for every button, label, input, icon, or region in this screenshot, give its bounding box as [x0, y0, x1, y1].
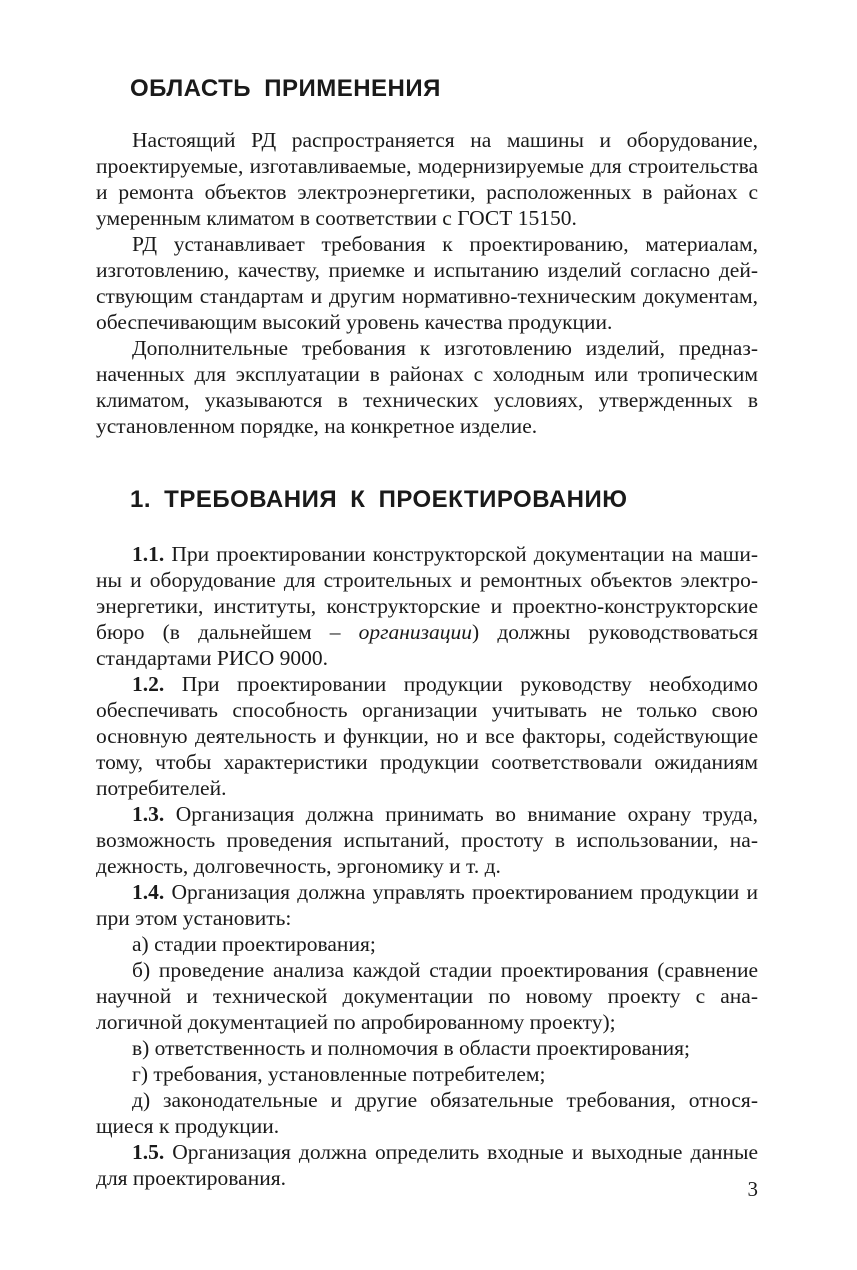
clause-text: Организация должна управлять проектированием продукции и при этом установить:: [96, 880, 758, 930]
clause-1-4-item-a: а) стадии проектирования;: [132, 932, 376, 956]
clause-1-4-item-v: в) ответственность и полномочия в области проектирования;: [132, 1036, 690, 1060]
clause-number: 1.3.: [132, 802, 165, 826]
clause-1-4: [96, 879, 758, 931]
clause-text: При проектировании продукции руководству необходимо обеспечивать способность организации учитывать не только свою основную деятельность и функции, но и все факторы, содействующие тому, чтобы характеристики продукции соответствовали ожиданиям потребителей.: [96, 672, 758, 800]
clause-number: 1.2.: [132, 672, 165, 696]
page-number: 3: [747, 1177, 758, 1201]
clause-text: Организация должна принимать во внимание охрану труда, возможность проведения испытаний, простоту в использовании, надежность, долговечность, эргономику и т. д.: [96, 802, 758, 878]
clause-number: 1.4.: [132, 880, 165, 904]
clause-number: 1.1.: [132, 542, 165, 566]
clause-1-4-item-d: д) законодательные и другие обязательные требования, относящиеся к продукции.: [96, 1088, 758, 1138]
scope-heading: ОБЛАСТЬ ПРИМЕНЕНИЯ: [130, 75, 441, 102]
clause-text-end: ) должны руководствоваться стандартами РИСО 9000.: [96, 620, 758, 670]
design-requirements-body: [96, 541, 758, 1191]
clause-number: 1.5.: [132, 1140, 165, 1164]
scope-paragraph-2: РД устанавливает требования к проектированию, материалам, изготовлению, качеству, приемке и испытанию изделий согласно действующим стандартам и другим нормативно-техническим документам, обеспечивающим высокий уровень качества продукции.: [96, 232, 758, 334]
document-page: [96, 0, 758, 1270]
clause-1-2: [96, 671, 758, 801]
clause-1-5: [96, 1139, 758, 1191]
clause-1-1: [96, 541, 758, 671]
clause-1-4-item-g: г) требования, установленные потребителем;: [132, 1062, 546, 1086]
scope-paragraph-3: Дополнительные требования к изготовлению изделий, предназначенных для эксплуатации в районах с холодным или тропическим климатом, указываются в технических условиях, утвержденных в установленном порядке, на конкретное изделие.: [96, 336, 758, 438]
clause-text: При проектировании конструкторской документации на машины и оборудование для строительных и ремонтных объектов электроэнергетики, институты, конструкторские и проектно-конструкторские бюро (в дальнейшем –: [96, 542, 758, 644]
scope-body: [96, 127, 758, 439]
clause-text: Организация должна определить входные и выходные данные для проектирования.: [96, 1140, 758, 1190]
design-requirements-heading: 1. ТРЕБОВАНИЯ К ПРОЕКТИРОВАНИЮ: [130, 486, 628, 513]
clause-1-3: [96, 801, 758, 879]
clause-italic-term: организации: [358, 620, 473, 644]
clause-1-4-item-b: б) проведение анализа каждой стадии проектирования (сравнение научной и технической документации по новому проекту с аналогичной документацией по апробированному проекту);: [96, 958, 758, 1034]
scope-paragraph-1: Настоящий РД распространяется на машины и оборудование, проектируемые, изготавливаемые, модернизируемые для строительства и ремонта объектов электроэнергетики, расположенных в районах с умеренным климатом в соответствии с ГОСТ 15150.: [96, 128, 758, 230]
